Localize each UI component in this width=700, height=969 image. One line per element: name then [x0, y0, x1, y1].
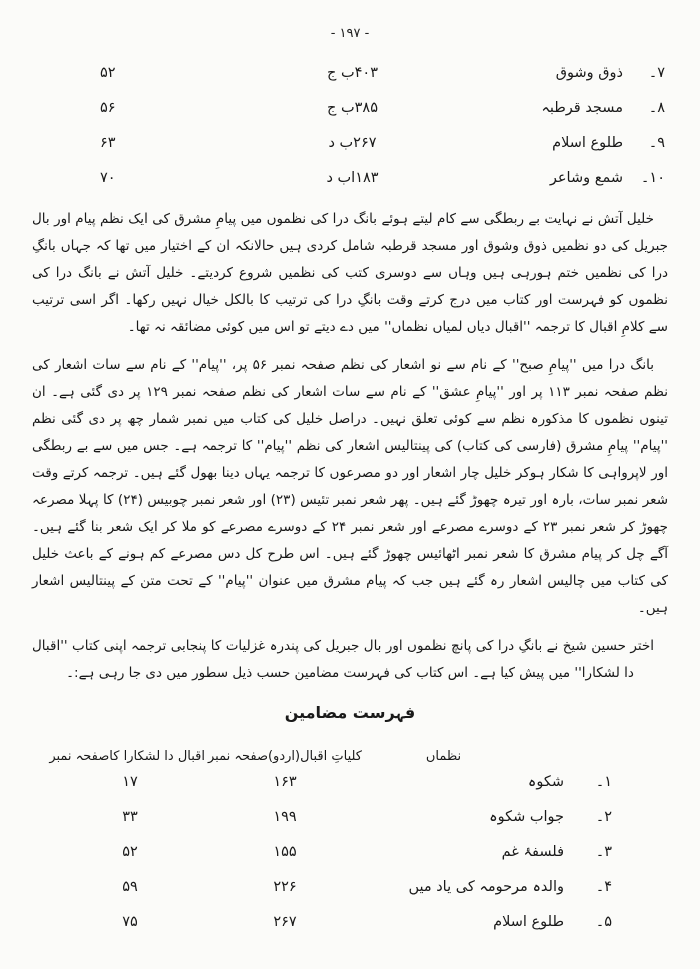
paragraph-3: اختر حسین شیخ نے بانگِ درا کی پانچ نظموں اور بال جبریل کی پندرہ غزلیات کا پنجابی ترجمہ اپنی کتاب ''اقبال دا لشکارا'' میں پیش کیا ہے۔ اس کتاب کی فہرست مضامین حسب ذیل سطور میں دی جا رہی ہے:۔ [32, 638, 654, 681]
row-serial: ۹۔ [648, 134, 665, 151]
column-header-kulliyat-page: کلیاتِ اقبال(اردو)صفحہ نمبر [208, 749, 362, 764]
page-value: ۵۲ [100, 64, 116, 81]
kulliyat-page-value: ۲۲۶ [273, 878, 297, 895]
poem-name-cell [365, 879, 612, 895]
table-row [100, 90, 665, 125]
lishkara-page-value: ۳۳ [122, 808, 138, 825]
poem-title: طلوع اسلام [552, 134, 623, 151]
reference-code: ۳۸۵ب ج [327, 99, 378, 116]
row-serial: ۱۔ [595, 773, 612, 790]
contents-heading: فہرست مضامین [284, 703, 416, 722]
lishkara-page-value: ۵۹ [122, 878, 138, 895]
row-serial: ۱۰۔ [640, 169, 665, 186]
poem-title: ذوق وشوق [555, 64, 623, 81]
kulliyat-page-value: ۲۶۷ [273, 913, 297, 930]
paragraph-1: خلیل آتش نے نہایت بے ربطگی سے کام لیتے ہوئے بانگ درا کی نظموں میں پیامِ مشرق کی ایک نظم پیام اور بال جبریل کی دو نظمیں ذوق وشوق اور مسجد قرطبہ شامل کردی ہیں حالانکہ ان کے اختیار میں تھا کہ جہاں بانگِ درا کی نظمیں ختم ہورہی ہیں وہاں سے دوسری کتب کی نظمیں شروع کردیتے۔ خلیل آتش نے بانگ درا کی نظموں کو فہرست اور کتاب میں درج کرتے وقت بانگِ درا کی ترتیب کا بالکل خیال نہیں رکھا۔ اگر اسی ترتیب سے کلامِ اقبال کا ترجمہ ''اقبال دیاں لمیاں نظماں'' میں دے دیتے تو اس میں کوئی مضائقہ نہ تھا۔ [32, 211, 668, 335]
contents-table [49, 734, 612, 939]
column-header-poems: نظماں [425, 749, 462, 764]
poem-title: مسجد قرطبہ [541, 99, 623, 116]
poem-title: شمع وشاعر [549, 169, 623, 186]
page-value: ۵۶ [100, 99, 116, 116]
reference-code: ۲۶۷ب د [328, 134, 377, 151]
page-number: - ۱۹۷ - [330, 26, 370, 41]
table-row [55, 834, 612, 869]
row-serial: ۵۔ [595, 913, 612, 930]
reference-code: ۴۰۳ب ج [327, 64, 378, 81]
table-row [100, 55, 665, 90]
table-row [55, 869, 612, 904]
row-serial: ۴۔ [595, 878, 612, 895]
poem-title: طلوع اسلام [493, 913, 564, 930]
kulliyat-page-value: ۱۶۳ [273, 773, 297, 790]
row-serial: ۳۔ [595, 843, 612, 860]
lishkara-page-value: ۷۵ [122, 913, 138, 930]
poem-index-table [100, 55, 665, 195]
page-value: ۶۳ [100, 134, 116, 151]
table-row [100, 125, 665, 160]
lishkara-page-value: ۱۷ [122, 773, 138, 790]
kulliyat-page-value: ۱۹۹ [273, 808, 297, 825]
paragraph-2: بانگ درا میں ''پیامِ صبح'' کے نام سے نو اشعار کی نظم صفحہ نمبر ۵۶ پر، ''پیام'' کے نام سے سات اشعار کی نظم صفحہ نمبر ۱۱۳ پر اور ''پیامِ عشق'' کے نام سے سات اشعار کی نظم صفحہ نمبر ۱۲۹ پر دی گئی ہے۔ ان تینوں نظموں کا مذکورہ نظم سے کوئی تعلق نہیں۔ دراصل خلیل کی کتاب میں نمبر شمار چھ پر دی گئی نظم ''پیام'' پیامِ مشرق (فارسی کی کتاب) کی پینتالیس اشعار کی نظم ''پیام'' کا ترجمہ ہے۔ جس میں سے بے ربطگی اور لاپرواہی کا شکار ہوکر خلیل چار اشعار اور دو مصرعوں کا ترجمہ یہاں دینا بھول گئے ہیں۔ ترجمہ کرتے وقت شعر نمبر سات، بارہ اور تیرہ چھوڑ گئے ہیں۔ پھر شعر نمبر تئیس (۲۳) اور شعر نمبر چوبیس (۲۴) کا پہلا مصرعہ چھوڑ کر شعر نمبر ۲۳ کے دوسرے مصرعے اور شعر نمبر ۲۴ کے دوسرے مصرعے کو ملا کر ایک شعر بنا گئے ہیں۔ آگے چل کر پیام مشرق کا شعر نمبر اٹھائیس چھوڑ گئے ہیں۔ اس طرح کل دس مصرعے کم ہونے کے باعث خلیل کی کتاب میں چالیس اشعار رہ گئے ہیں جب کہ پیام مشرق میں عنوان ''پیام'' کے تحت متن کے پینتالیس اشعار ہیں۔ [32, 357, 669, 616]
contents-table-header [49, 734, 612, 764]
poem-name-cell [475, 65, 665, 81]
row-serial: ۸۔ [648, 99, 665, 116]
table-row [55, 904, 612, 939]
row-serial: ۷۔ [648, 64, 665, 81]
poem-title: فلسفۂ غم [501, 843, 564, 860]
poem-title: جواب شکوہ [489, 808, 564, 825]
poem-name-cell [365, 844, 612, 860]
table-row [55, 764, 612, 799]
poem-name-cell [365, 774, 612, 790]
poem-name-cell [475, 100, 665, 116]
table-row [55, 799, 612, 834]
poem-title: والدہ مرحومہ کی یاد میں [408, 878, 564, 895]
column-header-lishkara-page: اقبال دا لشکارا کاصفحہ نمبر [49, 749, 205, 764]
poem-name-cell [365, 809, 612, 825]
poem-name-cell [475, 170, 665, 186]
lishkara-page-value: ۵۲ [122, 843, 138, 860]
kulliyat-page-value: ۱۵۵ [273, 843, 297, 860]
poem-title: شکوہ [527, 773, 564, 790]
poem-name-cell [475, 135, 665, 151]
table-row [100, 160, 665, 195]
page-value: ۷۰ [100, 169, 116, 186]
row-serial: ۲۔ [595, 808, 612, 825]
reference-code: ۱۸۳اب د [326, 169, 379, 186]
poem-name-cell [365, 914, 612, 930]
